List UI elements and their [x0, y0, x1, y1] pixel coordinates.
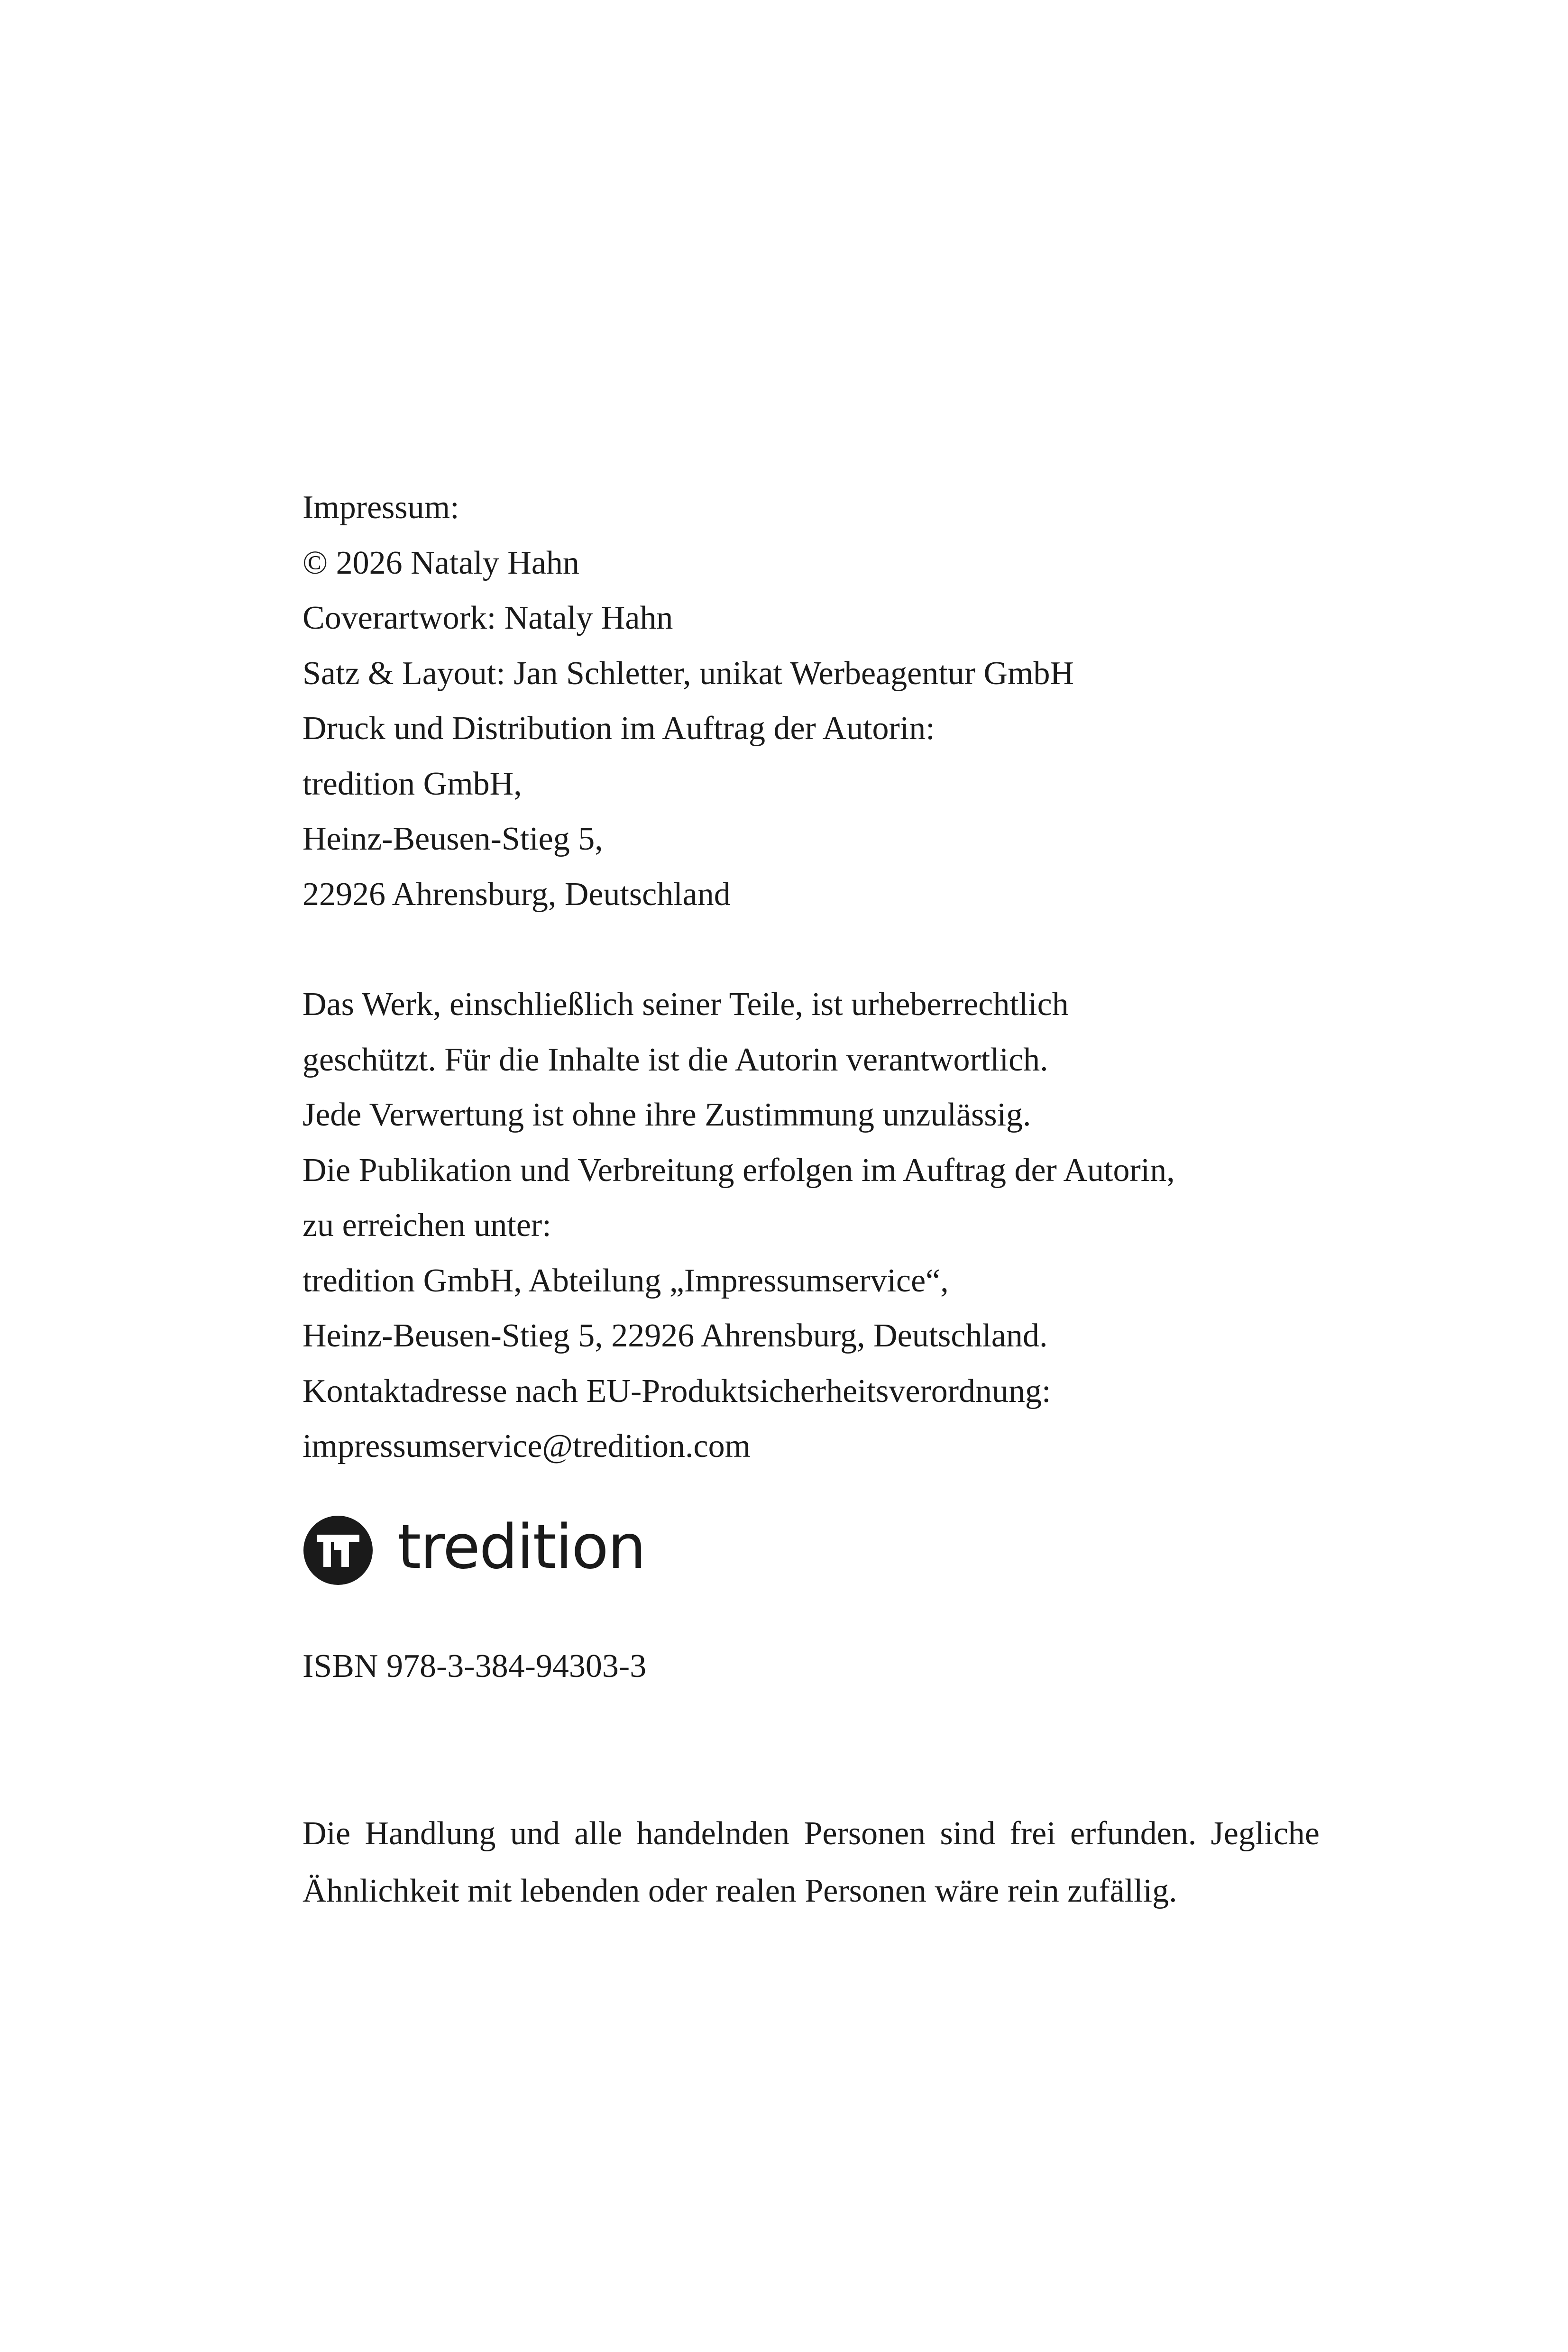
- copyright-line: © 2026 Nataly Hahn: [303, 544, 579, 581]
- cover-artwork-credit: Coverartwork: Nataly Hahn: [303, 600, 673, 636]
- imprint-heading: Impressum:: [303, 489, 459, 526]
- rights-line: Heinz-Beusen-Stieg 5, 22926 Ahrensburg, Deutschland.: [303, 1318, 1048, 1354]
- typesetting-credit: Satz & Layout: Jan Schletter, unikat Werbeagentur GmbH: [303, 655, 1074, 692]
- publisher-name: tredition GmbH,: [303, 765, 522, 802]
- tredition-wordmark: tredition: [397, 1512, 645, 1583]
- print-distribution-line: Druck und Distribution im Auftrag der Autorin:: [303, 710, 935, 747]
- isbn-block: [303, 1639, 1327, 1694]
- publisher-city: 22926 Ahrensburg, Deutschland: [303, 876, 731, 913]
- imprint-block: [303, 480, 1327, 922]
- publisher-street: Heinz-Beusen-Stieg 5,: [303, 821, 603, 857]
- tredition-logo-icon: [303, 1516, 373, 1585]
- rights-line: Die Publikation und Verbreitung erfolgen im Auftrag der Autorin,: [303, 1152, 1175, 1189]
- rights-notice-block: [303, 977, 1327, 1474]
- rights-line: zu erreichen unter:: [303, 1207, 551, 1244]
- rights-line: Jede Verwertung ist ohne ihre Zustimmung unzulässig.: [303, 1097, 1031, 1133]
- rights-line: geschützt. Für die Inhalte ist die Autorin verantwortlich.: [303, 1041, 1048, 1078]
- tredition-logo: [303, 1512, 645, 1586]
- contact-email: impressumservice@tredition.com: [303, 1428, 751, 1464]
- isbn: ISBN 978-3-384-94303-3: [303, 1648, 647, 1684]
- rights-line: tredition GmbH, Abteilung „Impressumservice“,: [303, 1262, 949, 1299]
- rights-line: Das Werk, einschließlich seiner Teile, ist urheberrechtlich: [303, 986, 1069, 1023]
- rights-line: Kontaktadresse nach EU-Produktsicherheitsverordnung:: [303, 1373, 1051, 1409]
- fiction-disclaimer: Die Handlung und alle handelnden Personen sind frei erfunden. Jegliche Ähnlichkeit mit lebenden oder realen Personen wäre rein zufällig.: [303, 1815, 1320, 1909]
